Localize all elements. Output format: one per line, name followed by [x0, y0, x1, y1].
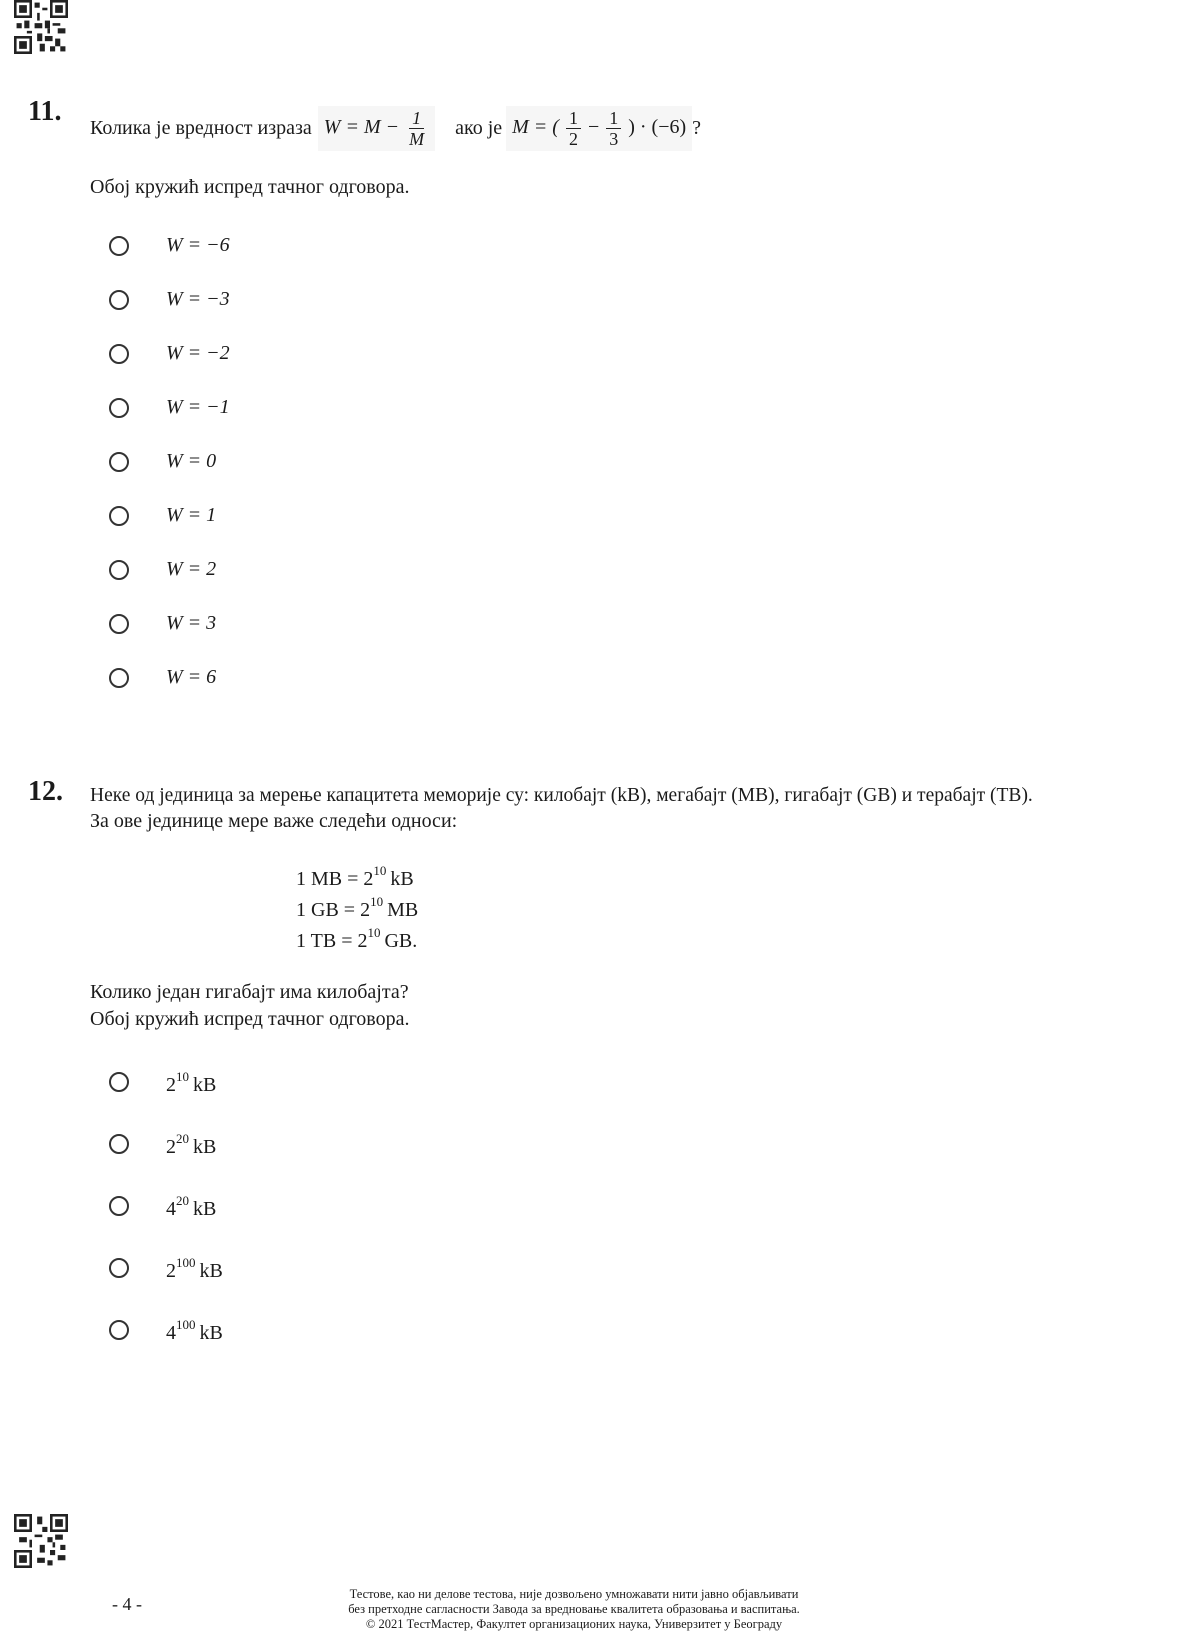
relation-row: 1 GB = $2^{10}$ MB — [296, 894, 419, 921]
answer-radio[interactable] — [109, 1072, 129, 1092]
answer-radio[interactable] — [109, 1258, 129, 1278]
answer-label: $4^{100}$ kB — [166, 1317, 223, 1344]
answer-radio[interactable] — [109, 1134, 129, 1154]
question-11-prompt-start: Колика је вредност израза — [90, 117, 312, 139]
answer-label: W = −6 — [166, 234, 230, 256]
answer-label: W = 1 — [166, 504, 217, 526]
answer-radio[interactable] — [109, 344, 129, 364]
answer-label: $2^{100}$ kB — [166, 1255, 223, 1282]
relation-row: 1 MB = $2^{10}$ kB — [296, 863, 414, 890]
question-11-instruction: Обој кружић испред тачног одговора. — [90, 176, 410, 198]
answer-radio[interactable] — [109, 1196, 129, 1216]
answer-label: $2^{10}$ kB — [166, 1069, 217, 1096]
m-fraction-2: $\frac{1}{3}$ — [606, 108, 621, 149]
answer-label: W = −2 — [166, 342, 230, 364]
answer-radio[interactable] — [109, 560, 129, 580]
answer-radio[interactable] — [109, 452, 129, 472]
m-expression: M = ( $\frac{1}{2}$ − $\frac{1}{3}$ ) · (−6) — [506, 106, 692, 151]
question-11-prompt: Колика је вредност израза W = M − $\frac{1}{M}$ ако је M = ( $\frac{1}{2}$ − $\frac{1}{3}$ ) · (−6) ? — [90, 108, 702, 149]
answer-radio[interactable] — [109, 236, 129, 256]
page-number: - 4 - — [112, 1594, 142, 1614]
w-expression: W = M − $\frac{1}{M}$ — [318, 106, 435, 151]
question-12-prompt-line2: За ове јединице мере важе следећи односи: — [90, 810, 458, 832]
qr-code-bottom — [14, 1514, 68, 1568]
answer-label: W = −1 — [166, 396, 230, 418]
answer-label: W = 2 — [166, 558, 217, 580]
answer-radio[interactable] — [109, 398, 129, 418]
answer-radio[interactable] — [109, 506, 129, 526]
qr-code-top — [14, 0, 68, 54]
question-12-question: Колико један гигабајт има килобајта? — [90, 981, 409, 1003]
answer-label: W = 6 — [166, 666, 217, 688]
answer-radio[interactable] — [109, 1320, 129, 1340]
answer-label: W = −3 — [166, 288, 230, 310]
question-11-number: 11. — [28, 96, 62, 127]
answer-label: W = 0 — [166, 450, 217, 472]
answer-radio[interactable] — [109, 290, 129, 310]
unit-relations — [296, 864, 418, 957]
question-12-prompt-line1: Неке од јединица за мерење капацитета меморије су: килобајт (kB), мегабајт (MB), гигабајт (GB) и терабајт (TB). — [90, 785, 1033, 806]
answer-label: $2^{20}$ kB — [166, 1131, 217, 1158]
answer-radio[interactable] — [109, 668, 129, 688]
question-12-number: 12. — [28, 776, 63, 807]
question-11-prompt-mid: ако је — [455, 117, 503, 139]
w-fraction: $\frac{1}{M}$ — [409, 108, 425, 149]
answer-label: $4^{20}$ kB — [166, 1193, 217, 1220]
copyright-notice: Тестове, као ни делове тестова, није дозвољено умножавати нити јавно објављивати без претходне сагласности Завода за вредновање квалитета образовања и васпитања. © 2021 ТестМастер, Факултет организационих наука, Универзитет у Београду — [348, 1587, 800, 1631]
answer-label: W = 3 — [166, 612, 217, 634]
question-12-instruction: Обој кружић испред тачног одговора. — [90, 1008, 410, 1030]
m-fraction-1: $\frac{1}{2}$ — [566, 108, 581, 149]
relation-row: 1 TB = $2^{10}$ GB. — [296, 925, 418, 952]
answer-radio[interactable] — [109, 614, 129, 634]
